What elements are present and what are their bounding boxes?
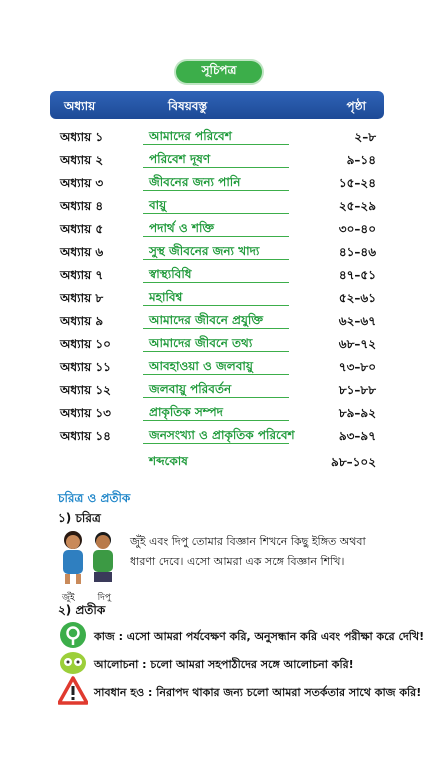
- toc-subject[interactable]: আবহাওয়া ও জলবায়ু: [143, 357, 289, 375]
- toc-page: ৯৩–৯৭: [338, 429, 376, 443]
- toc-subject[interactable]: সুস্থ জীবনের জন্য খাদ্য: [143, 242, 289, 260]
- toc-chapter: অধ্যায় ১৪: [60, 429, 111, 443]
- warning-icon: [58, 676, 88, 706]
- toc-row: [0, 196, 432, 218]
- discussion-icon: [58, 648, 88, 678]
- toc-chapter: অধ্যায় ১২: [60, 383, 111, 397]
- toc-chapter: অধ্যায় ৬: [60, 245, 104, 259]
- header-subject: বিষয়বস্তু: [168, 99, 208, 113]
- toc-page: ৯–১৪: [346, 153, 376, 167]
- toc-subject[interactable]: জীবনের জন্য পানি: [143, 173, 289, 191]
- toc-header: [50, 91, 384, 119]
- toc-chapter: অধ্যায় ৯: [60, 314, 104, 328]
- toc-chapter: অধ্যায় ৭: [60, 268, 104, 282]
- characters-illustration: [58, 528, 120, 584]
- toc-row: [0, 357, 432, 379]
- toc-chapter: অধ্যায় ৩: [60, 176, 104, 190]
- characters-description: জুঁই এবং দিপু তোমার বিজ্ঞান শিখনে কিছু ইঙ্গিত অথবা ধারণা দেবে। এসো আমরা এক সঙ্গে বিজ্ঞান শিখি।: [130, 535, 366, 568]
- toc-row: [0, 403, 432, 425]
- toc-row: [0, 173, 432, 195]
- toc-page: ৮১–৮৮: [338, 383, 376, 397]
- toc-chapter: অধ্যায় ৮: [60, 291, 104, 305]
- toc-page: ৬৮–৭২: [338, 337, 376, 351]
- toc-row: [0, 380, 432, 402]
- symbol-name: সাবধান হও: [94, 686, 145, 699]
- page-title: সূচিপত্র: [176, 61, 262, 83]
- symbols-heading: ২) প্রতীক: [58, 603, 106, 617]
- toc-page: ২–৮: [354, 130, 376, 144]
- header-chapter: অধ্যায়: [64, 99, 96, 113]
- toc-page: ২৫–২৯: [338, 199, 376, 213]
- toc-chapter: অধ্যায় ২: [60, 153, 104, 167]
- symbol-row: [58, 676, 422, 706]
- toc-row: [0, 311, 432, 333]
- toc-subject[interactable]: মহাবিশ্ব: [143, 288, 289, 306]
- toc-chapter: অধ্যায় ১: [60, 130, 104, 144]
- symbol-row: [58, 620, 425, 650]
- toc-row: [0, 452, 432, 474]
- toc-subject[interactable]: শব্দকোষ: [149, 454, 188, 468]
- section-title: চরিত্র ও প্রতীক: [58, 491, 131, 505]
- toc-page: ৪৭–৫১: [338, 268, 376, 282]
- character-name: জুঁই: [62, 593, 75, 603]
- toc-subject[interactable]: জলবায়ু পরিবর্তন: [143, 380, 289, 398]
- toc-subject[interactable]: পদার্থ ও শক্তি: [143, 219, 289, 237]
- toc-chapter: অধ্যায় ৪: [60, 199, 104, 213]
- toc-page: ৮৯–৯২: [338, 406, 376, 420]
- toc-page: ১৫–২৪: [338, 176, 376, 190]
- toc-chapter: অধ্যায় ৫: [60, 222, 104, 236]
- symbol-text: : চলো আমরা সহপাঠীদের সঙ্গে আলোচনা করি!: [138, 658, 354, 671]
- symbol-label: [94, 628, 424, 647]
- symbol-text: : নিরাপদ থাকার জন্য চলো আমরা সতর্কতার সাথে কাজ করি!: [144, 686, 422, 699]
- toc-subject[interactable]: প্রাকৃতিক সম্পদ: [143, 403, 289, 421]
- symbol-row: [58, 648, 398, 678]
- toc-row: [0, 288, 432, 310]
- characters-heading: ১) চরিত্র: [58, 511, 101, 525]
- toc-page: ৯৮–১০২: [331, 455, 376, 469]
- toc-subject[interactable]: আমাদের জীবনে প্রযুক্তি: [143, 311, 289, 329]
- toc-subject[interactable]: বায়ু: [143, 196, 289, 214]
- toc-page: ৪১–৪৬: [338, 245, 376, 259]
- symbol-name: আলোচনা: [94, 658, 139, 671]
- girl-character-icon: [58, 528, 120, 584]
- character-name: দিপু: [97, 593, 112, 603]
- toc-page: ৬২–৬৭: [338, 314, 376, 328]
- toc-chapter: অধ্যায় ১০: [60, 337, 111, 351]
- toc-row: [0, 219, 432, 241]
- symbol-name: কাজ: [94, 630, 115, 643]
- toc-subject[interactable]: স্বাস্থ্যবিধি: [143, 265, 289, 283]
- toc-row: [0, 150, 432, 172]
- symbol-text: : এসো আমরা পর্যবেক্ষণ করি, অনুসন্ধান করি এবং পরীক্ষা করে দেখি!: [114, 630, 425, 643]
- toc-chapter: অধ্যায় ১১: [60, 360, 111, 374]
- toc-subject[interactable]: পরিবেশ দূষণ: [143, 150, 289, 168]
- symbol-label: [94, 656, 354, 675]
- toc-subject[interactable]: জনসংখ্যা ও প্রাকৃতিক পরিবেশ: [143, 426, 289, 444]
- header-page: পৃষ্ঠা: [346, 99, 366, 113]
- toc-row: [0, 265, 432, 287]
- toc-chapter: অধ্যায় ১৩: [60, 406, 111, 420]
- toc-row: [0, 334, 432, 356]
- toc-page: ৭৩–৮০: [338, 360, 376, 374]
- toc-row: [0, 242, 432, 264]
- toc-page: ৫২–৬১: [338, 291, 376, 305]
- symbol-label: [94, 684, 421, 703]
- toc-page: ৩০–৪০: [338, 222, 376, 236]
- toc-row: [0, 127, 432, 149]
- toc-subject[interactable]: আমাদের পরিবেশ: [143, 127, 289, 145]
- toc-row: [0, 426, 432, 448]
- magnifier-icon: [58, 620, 88, 650]
- toc-subject[interactable]: আমাদের জীবনে তথ্য: [143, 334, 289, 352]
